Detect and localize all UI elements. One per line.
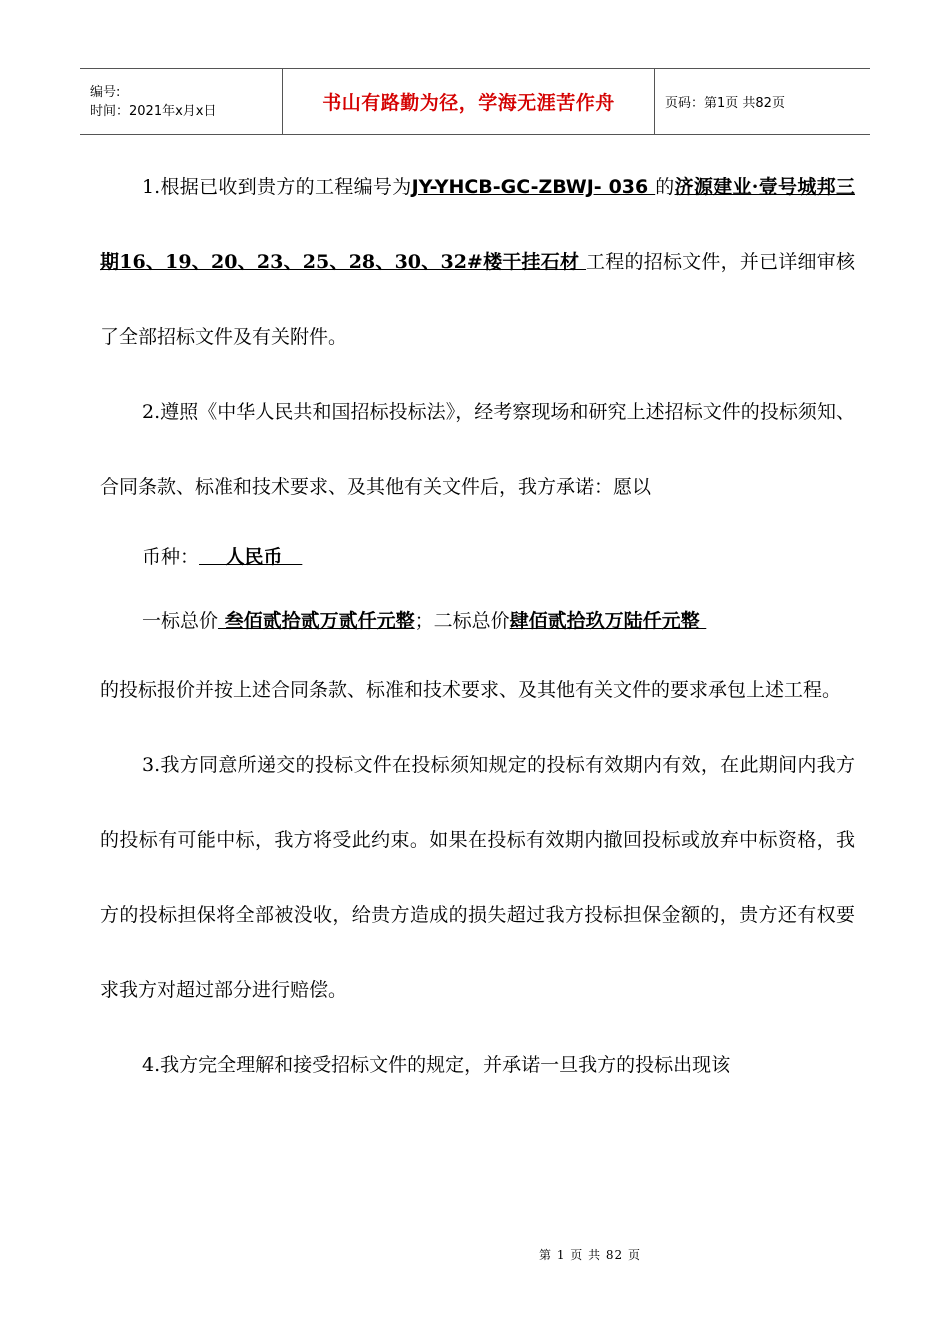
currency-line [100, 525, 855, 589]
currency-value: 人民币 [199, 546, 303, 568]
page-footer [0, 1246, 950, 1263]
price-value-1: 叁佰贰拾贰万贰仟元整 [218, 610, 415, 632]
para1-suffix: 工程的招标文件，并已详细审核了全部招标文件及有关附件。 [100, 251, 855, 348]
document-body [100, 150, 855, 1103]
para1-prefix: 1.根据已收到贵方的工程编号为 [142, 176, 412, 198]
paragraph-price-tail: 的投标报价并按上述合同条款、标准和技术要求、及其他有关文件的要求承包上述工程。 [100, 679, 842, 701]
paragraph-2: 2.遵照《中华人民共和国招标投标法》，经考察现场和研究上述招标文件的投标须知、合同条款、标准和技术要求、及其他有关文件后，我方承诺：愿以 [100, 401, 855, 498]
project-code: JY-YHCB-GC-ZBWJ- 036 [411, 176, 656, 198]
motto-text: 书山有路勤为径，学海无涯苦作舟 [322, 92, 615, 114]
header-motto [282, 69, 655, 134]
currency-label: 币种： [142, 546, 200, 568]
date-label: 时间：2021年x月x日 [90, 103, 217, 119]
price-value-2: 肆佰贰拾玖万陆仟元整 [509, 610, 707, 632]
paragraph-3: 3.我方同意所递交的投标文件在投标须知规定的投标有效期内有效，在此期间内我方的投标有可能中标，我方将受此约束。如果在投标有效期内撤回投标或放弃中标资格，我方的投标担保将全部被没收，给贵方造成的损失超过我方投标担保金额的，贵方还有权要求我方对超过部分进行赔偿。 [100, 754, 855, 1001]
paragraph-1 [100, 150, 855, 375]
footer-page-number: 第 1 页 共 82 页 [539, 1248, 641, 1262]
header-page [655, 69, 870, 134]
para1-mid: 的 [655, 176, 675, 198]
number-label: 编号: [90, 84, 121, 100]
page-label: 页码：第1页 共82页 [665, 96, 785, 111]
paragraph-4: 4.我方完全理解和接受招标文件的规定，并承诺一旦我方的投标出现该 [142, 1054, 731, 1076]
page-header [80, 68, 870, 135]
project-name: 济源建业·壹号城邦三期16、19、20、23、25、28、30、32#楼干挂石材 [100, 176, 855, 273]
price-sep: ；二标总价 [414, 610, 510, 632]
price-line [100, 589, 855, 653]
price-label-1: 一标总价 [142, 610, 219, 632]
header-meta [80, 69, 282, 134]
